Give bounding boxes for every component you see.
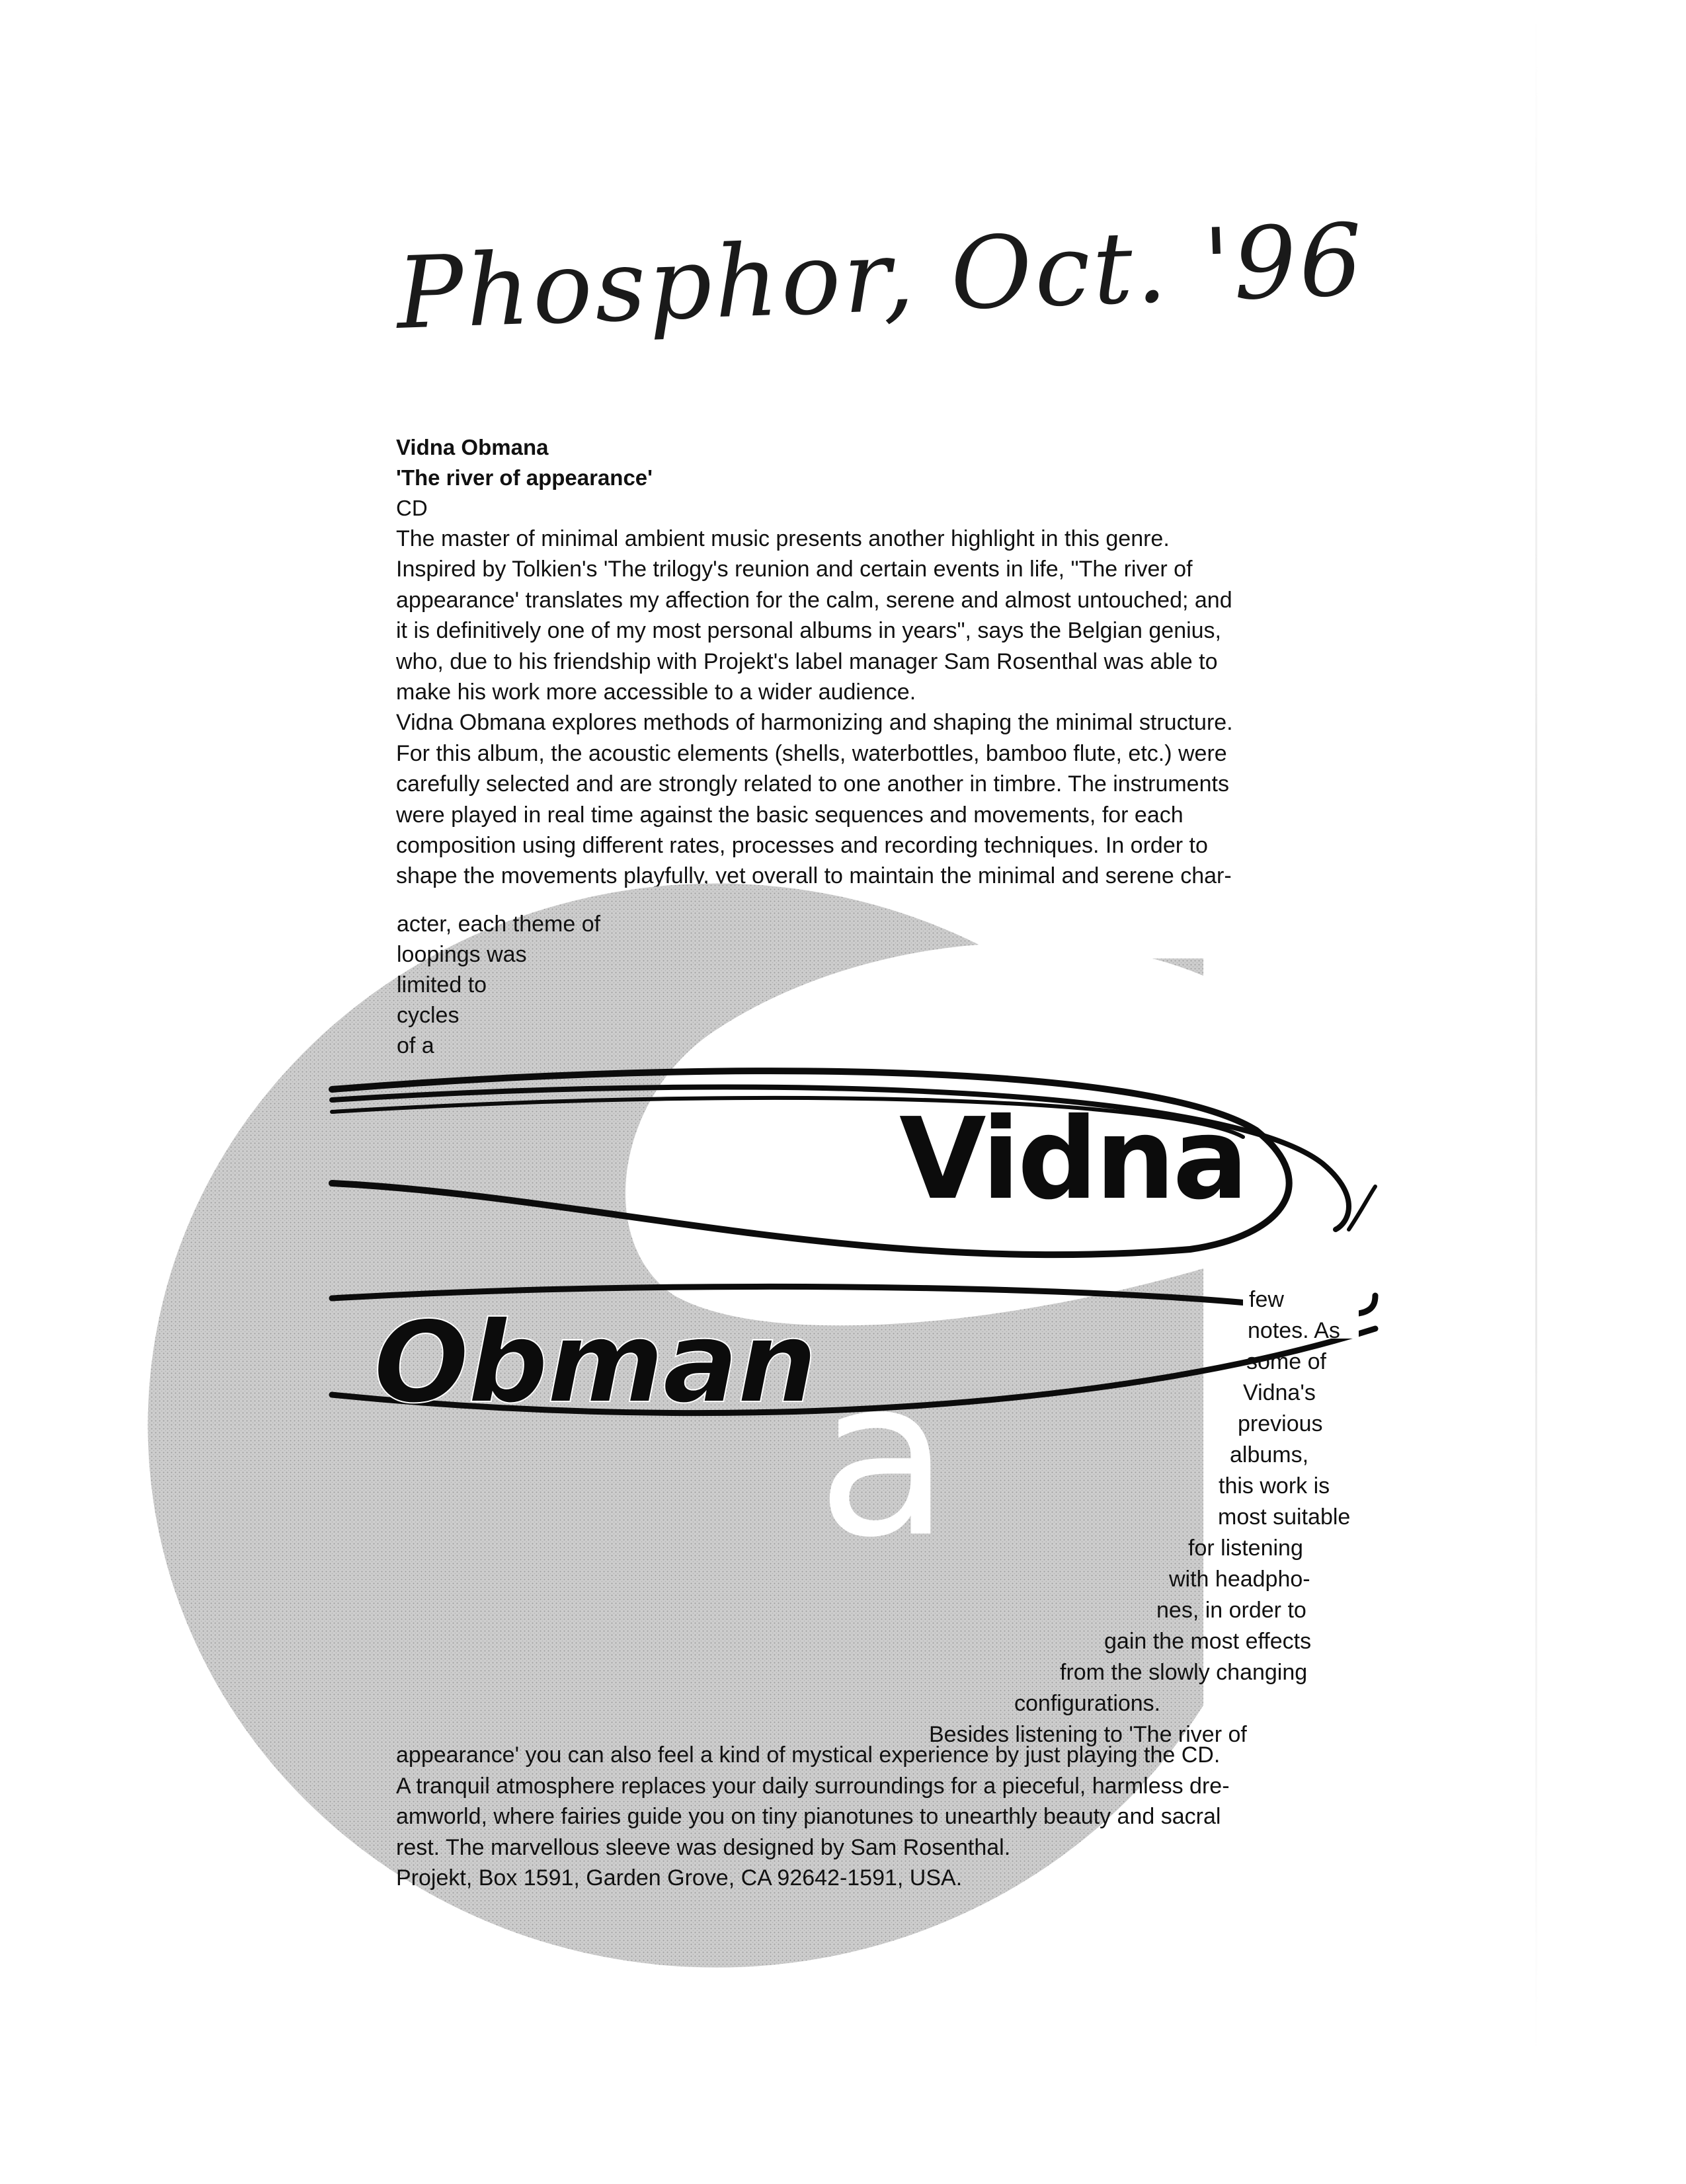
body-line: appearance' translates my affection for the calm, serene and almost untouched; and xyxy=(396,587,1232,613)
left-wrap-line: loopings was xyxy=(397,942,527,967)
body-line: Vidna Obmana explores methods of harmonizing and shaping the minimal structure. xyxy=(396,710,1233,736)
right-wrap-line: this work is xyxy=(1219,1473,1330,1499)
right-wrap-line: notes. As xyxy=(1248,1318,1340,1343)
right-wrap-line: previous xyxy=(1238,1411,1323,1436)
right-wrap-line: nes, in order to xyxy=(1156,1598,1306,1623)
right-wrap-line: most suitable xyxy=(1218,1504,1351,1530)
closing-line: amworld, where fairies guide you on tiny pianotunes to unearthly beauty and sacral xyxy=(396,1804,1221,1830)
right-wrap-line: some of xyxy=(1246,1349,1326,1374)
closing-paragraph xyxy=(396,1740,1361,1894)
logo-word-vidna: Vidna xyxy=(899,1094,1246,1225)
closing-line: A tranquil atmosphere replaces your daily surroundings for a pieceful, harmless dre- xyxy=(396,1773,1230,1799)
closing-line: rest. The marvellous sleeve was designed by Sam Rosenthal. xyxy=(396,1834,1011,1860)
album-title: 'The river of appearance' xyxy=(396,465,653,490)
right-wrap-line: gain the most effects xyxy=(1104,1629,1312,1654)
right-wrap-line: from the slowly changing xyxy=(1060,1660,1308,1685)
left-wrap-line: of a xyxy=(397,1033,434,1058)
body-line: Inspired by Tolkien's 'The trilogy's reunion and certain events in life, "The river of xyxy=(396,557,1193,582)
format-label: CD xyxy=(396,496,428,520)
body-line: shape the movements playfully, yet overall to maintain the minimal and serene char- xyxy=(396,863,1232,889)
right-wrap-line: configurations. xyxy=(1014,1691,1161,1716)
right-wrap-line: with headpho- xyxy=(1169,1567,1310,1592)
right-wrap-line: few xyxy=(1249,1287,1284,1312)
body-line: who, due to his friendship with Projekt's label manager Sam Rosenthal was able to xyxy=(396,648,1218,674)
body-line: For this album, the acoustic elements (shells, waterbottles, bamboo flute, etc.) were xyxy=(396,740,1227,766)
left-wrap-line: acter, each theme of xyxy=(397,912,601,937)
right-wrap-line: Besides listening to 'The river of xyxy=(929,1722,1247,1747)
logo-letter-a: a xyxy=(817,1331,951,1585)
label-address: Projekt, Box 1591, Garden Grove, CA 92642-1591, USA. xyxy=(396,1865,963,1891)
left-wrap-line: limited to xyxy=(397,972,487,997)
left-wrap-line: cycles xyxy=(397,1003,460,1028)
artist-name: Vidna Obmana xyxy=(396,435,549,459)
handwritten-note: Phosphor, Oct. '96 xyxy=(394,202,1367,352)
closing-line: appearance' you can also feel a kind of mystical experience by just playing the CD. xyxy=(396,1742,1221,1768)
right-wrap-line: for listening xyxy=(1188,1536,1303,1561)
body-line: carefully selected and are strongly related to one another in timbre. The instruments xyxy=(396,771,1229,797)
right-wrap-line: albums, xyxy=(1230,1442,1309,1467)
body-line: make his work more accessible to a wider audience. xyxy=(396,680,916,705)
logo-word-obman: Obman xyxy=(374,1298,817,1428)
right-wrap-line: Vidna's xyxy=(1243,1380,1316,1405)
body-line: were played in real time against the basic sequences and movements, for each xyxy=(396,802,1184,828)
body-line: The master of minimal ambient music presents another highlight in this genre. xyxy=(396,526,1170,551)
body-line: composition using different rates, processes and recording techniques. In order to xyxy=(396,833,1208,859)
body-line: it is definitively one of my most personal albums in years", says the Belgian genius, xyxy=(396,618,1222,644)
